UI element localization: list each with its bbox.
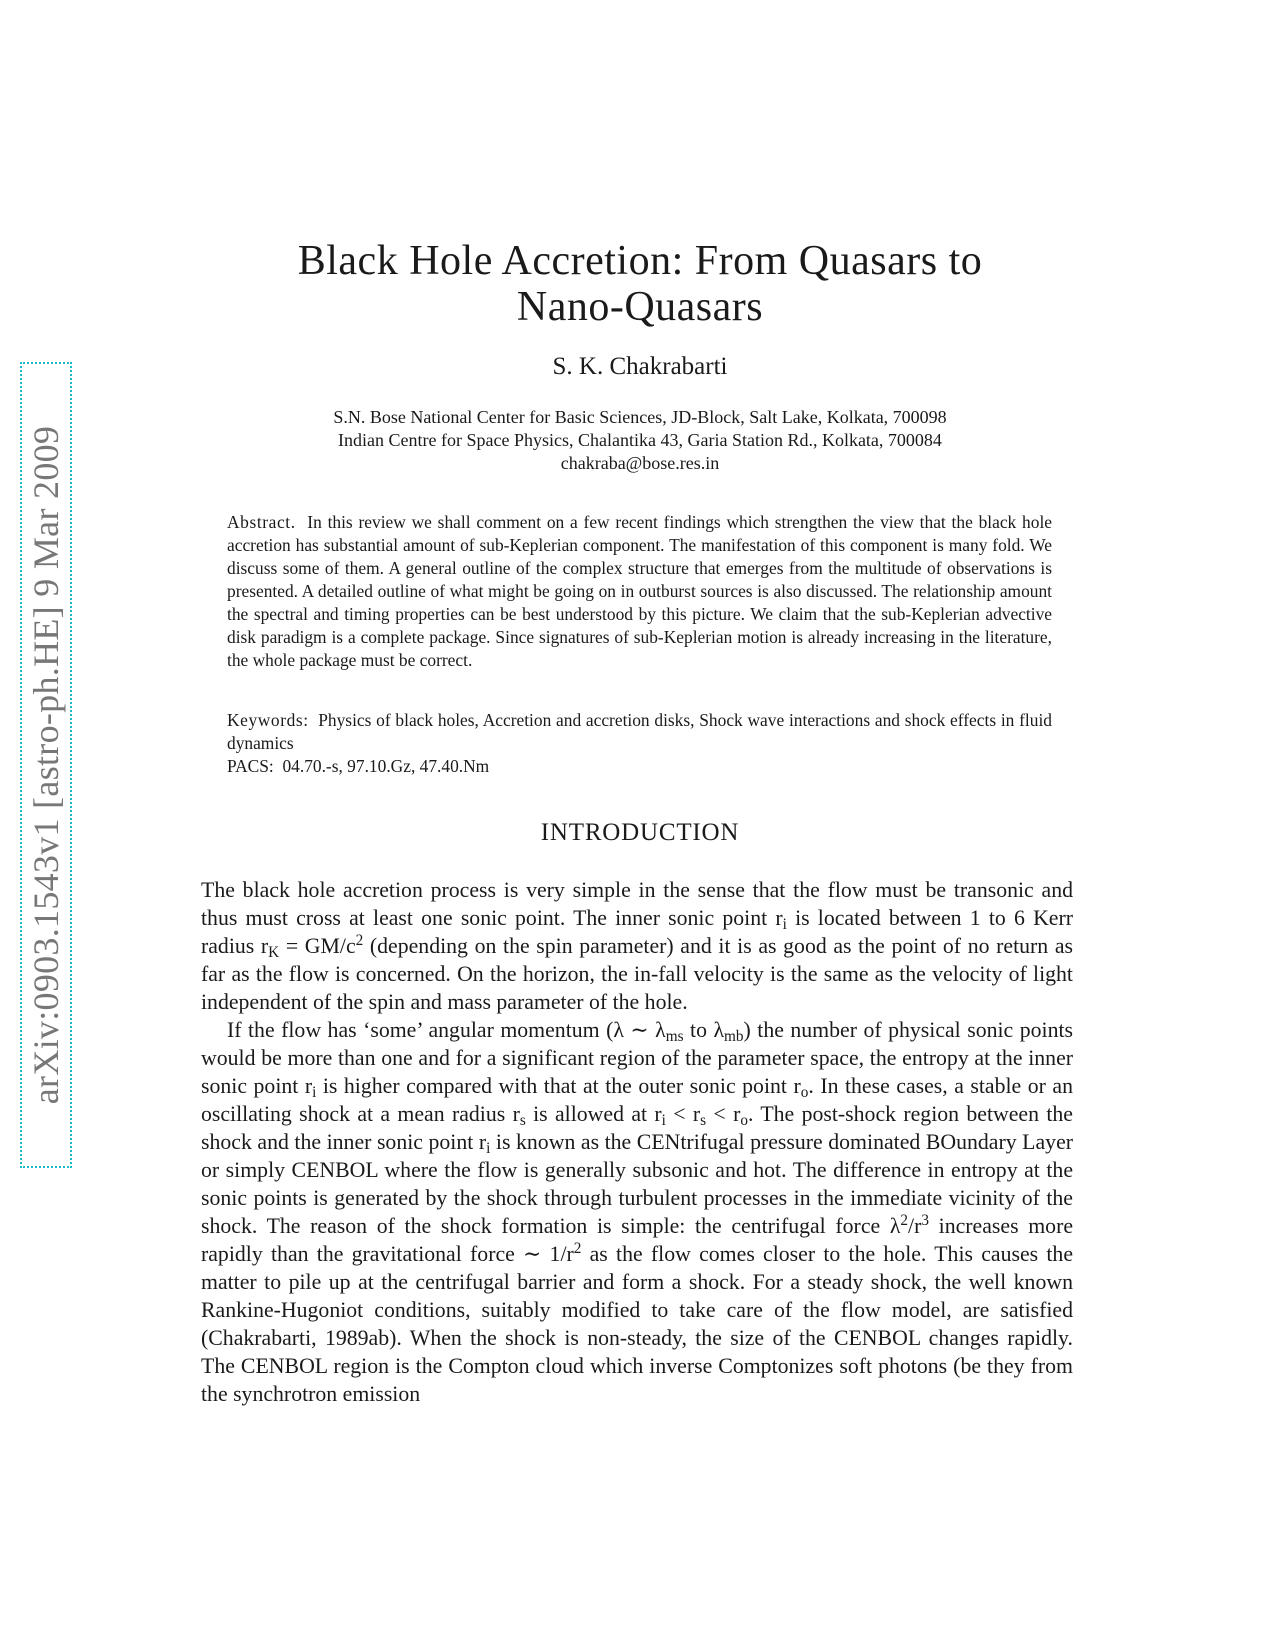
subscript: i (782, 916, 787, 933)
section-heading: INTRODUCTION (540, 819, 740, 846)
text-run: increases more rapidly than the gravitational force ∼ 1/r (201, 1214, 1074, 1266)
text-run: as the flow comes closer to the hole. This causes the matter to pile up at the centrifugal barrier and form a shock. For a steady shock, the well known Rankine-Hugoniot conditions, suitably modified to take care of the flow model, are satisfied (Chakrabarti, 1989ab). When the shock is non-steady, the size of the CENBOL changes rapidly. The CENBOL region is the Compton cloud which inverse Comptonizes soft photons (be they from the synchrotron emission (201, 1242, 1073, 1406)
superscript: 2 (900, 1212, 909, 1229)
superscript: 2 (355, 932, 364, 949)
text-run: is allowed at r (525, 1102, 662, 1126)
affiliations (200, 406, 1080, 475)
superscript: 3 (921, 1212, 929, 1229)
text-run: is known as the CENtrifugal pressure dominated BOundary Layer or simply CENBOL where the flow is generally subsonic and hot. The difference in entropy at the sonic points is generated by the shock through turbulent processes in the immediate vicinity of the shock. The reason of the shock formation is simple: the centrifugal force λ (201, 1130, 1073, 1238)
author-name: S. K. Chakrabarti (552, 353, 728, 380)
paragraph-1 (201, 876, 1073, 1016)
subscript: i (312, 1084, 317, 1101)
affiliation-1: S.N. Bose National Center for Basic Sciences, JD-Block, Salt Lake, Kolkata, 700098 (333, 407, 947, 427)
text-run: If the flow has ‘some’ angular momentum (λ ∼ λ (227, 1018, 666, 1042)
title-line-2: Nano-Quasars (516, 284, 764, 330)
text-run: to λ (683, 1018, 725, 1042)
text-run: /r (908, 1214, 922, 1238)
text-run: is located between 1 to 6 Kerr radius r (201, 906, 1074, 958)
subscript: ms (665, 1028, 684, 1045)
text-run: = GM/c (279, 934, 356, 958)
keywords-text: Physics of black holes, Accretion and accretion disks, Shock wave interactions and shock effects in fluid dynamics (227, 710, 1052, 753)
subscript: i (661, 1112, 666, 1129)
subscript: o (800, 1084, 809, 1101)
abstract-label: Abstract. (227, 512, 296, 532)
text-run: < r (665, 1102, 701, 1126)
text-run: The black hole accretion process is very simple in the sense that the flow must be transonic and thus must cross at least one sonic point. The inner sonic point r (201, 878, 1073, 930)
text-run: is higher compared with that at the outer sonic point r (316, 1074, 801, 1098)
subscript: K (268, 944, 280, 961)
arxiv-identifier: arXiv:0903.1543v1 [astro-ph.HE] 9 Mar 2009 (26, 425, 66, 1105)
subscript: o (740, 1112, 748, 1129)
abstract (227, 511, 1052, 672)
pacs-codes: 04.70.-s, 97.10.Gz, 47.40.Nm (282, 756, 490, 776)
text-run: < r (706, 1102, 741, 1126)
subscript: i (486, 1140, 491, 1157)
pacs (227, 755, 1052, 778)
pacs-label: PACS: (227, 756, 274, 776)
text-run: (depending on the spin parameter) and it is as good as the point of no return as far as the flow is concerned. On the horizon, the in-fall velocity is the same as the velocity of light independent of the spin and mass parameter of the hole. (201, 934, 1073, 1014)
subscript: s (700, 1112, 707, 1129)
title-line-1: Black Hole Accretion: From Quasars to (297, 238, 983, 284)
keywords-label: Keywords: (227, 710, 309, 730)
text-run: ) the number of physical sonic points would be more than one and for a significant region of the parameter space, the entropy at the inner sonic point r (201, 1018, 1074, 1098)
abstract-text: In this review we shall comment on a few recent findings which strengthen the view that the black hole accretion has substantial amount of sub-Keplerian component. The manifestation of this component is many fold. We discuss some of them. A general outline of the complex structure that emerges from the multitude of observations is presented. A detailed outline of what might be going on in outburst sources is also discussed. The relationship amount the spectral and timing properties can be best understood by this picture. We claim that the sub-Keplerian advective disk paradigm is a complete package. Since signatures of sub-Keplerian motion is already increasing in the literature, the whole package must be correct. (227, 512, 1052, 670)
subscript: mb (724, 1028, 744, 1045)
affiliation-2: Indian Centre for Space Physics, Chalantika 43, Garia Station Rd., Kolkata, 700084 (338, 430, 942, 450)
arxiv-sidebar-stamp (20, 362, 72, 1168)
subscript: s (519, 1112, 526, 1129)
text-run: . In these cases, a stable or an oscillating shock at a mean radius r (201, 1074, 1073, 1126)
author-email: chakraba@bose.res.in (560, 453, 720, 473)
body-text (201, 876, 1073, 1408)
text-run: . The post-shock region between the shock and the inner sonic point r (201, 1102, 1073, 1154)
keywords (227, 709, 1052, 755)
paragraph-2 (201, 1016, 1073, 1408)
paper-title (200, 238, 1080, 330)
superscript: 2 (573, 1240, 582, 1257)
